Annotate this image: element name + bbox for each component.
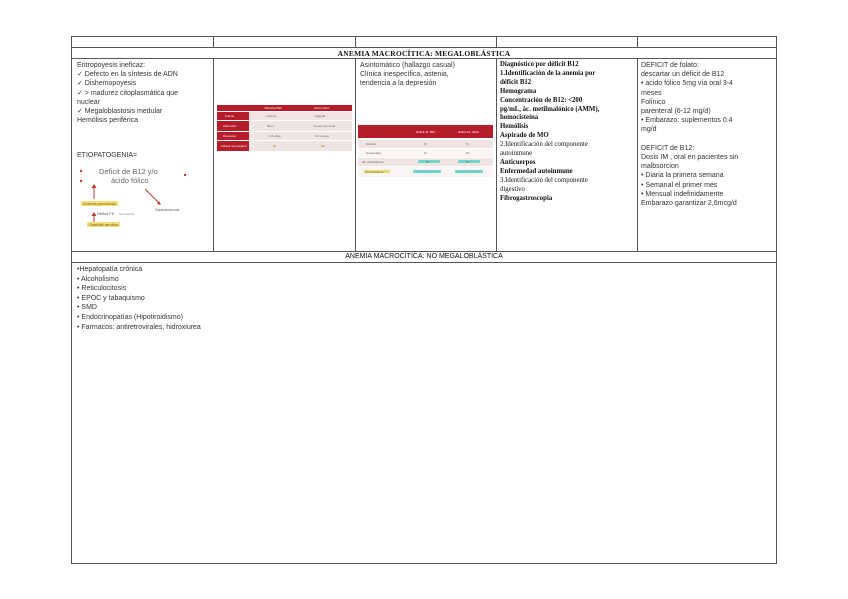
diagram-dot: [80, 180, 82, 182]
col5-line: • acido fólico 5mg vía oral 3-4: [641, 80, 733, 88]
table-cell: Yeyuno proximal: [313, 124, 336, 128]
col5-line: mg/d: [641, 126, 657, 134]
list-item: • SMD: [77, 304, 97, 312]
col4-line: Anticuerpos: [500, 158, 536, 166]
table-cell: Vegetal: [315, 114, 326, 118]
table-row-label: Clínica neurológica: [221, 144, 247, 148]
col3-text: [360, 61, 494, 89]
table-cell: No: [466, 151, 470, 155]
list-item: •Hepatopatía crónica: [77, 266, 143, 273]
diagram-dot: [184, 174, 186, 176]
clinica-table: [358, 125, 493, 183]
b12-folato-table: [217, 105, 352, 155]
col4-line: Diagnóstico por déficit B12: [500, 61, 579, 68]
table-header: Déficit ác. fólico: [458, 130, 480, 134]
table-row-label: Fuente: [225, 114, 235, 118]
table-row-label: Alt. psiquiátricas: [362, 160, 384, 164]
col4-line: déficit B12: [500, 78, 532, 86]
table-pill: [458, 160, 480, 163]
table-header: Ácido fólico: [314, 106, 330, 110]
col1-line: nuclear: [77, 98, 100, 106]
col4-line: autoinmune: [500, 150, 533, 158]
list-item: • EPOC y tabaquismo: [77, 294, 145, 302]
table-row-label: Absorción: [223, 124, 237, 128]
table-cell: Íleon: [267, 124, 274, 128]
rule-megaloblastica-bottom: [72, 251, 776, 252]
diagram-arrowhead: [92, 212, 97, 216]
table-cell: Sí: [466, 160, 469, 164]
col4-line: Fibrogastroscopia: [500, 194, 553, 202]
table-cell: Sí: [426, 160, 429, 164]
col4-line: digestivo: [500, 185, 525, 193]
diagram-anemia-perniciosa: Anemia perniciosa: [83, 201, 116, 206]
rule-col-1-top: [213, 37, 214, 47]
diagram-dot: [80, 170, 82, 172]
table-row-label: Homocisteína: [365, 170, 384, 174]
table-cell: ↑: [468, 170, 470, 174]
table-row-label: Glositis: [366, 142, 376, 146]
col4-line: Hemograma: [500, 87, 537, 95]
rule-col-3: [496, 58, 497, 251]
col5-line: • Semanal el primer mes: [641, 181, 718, 189]
rule-col-2: [355, 58, 356, 251]
rule-col-4: [637, 58, 638, 251]
col5-line: DEFICIT de folato:: [641, 62, 699, 69]
diagram-deficit-line1: Deficit de B12 y/o: [99, 167, 158, 176]
diagram-arrows: [77, 161, 209, 231]
col1-line: ✓ Defecto en la síntesis de ADN: [77, 71, 178, 79]
document-page: [71, 36, 777, 564]
list-item: • Endocrinopatías (Hipotiroidismo): [77, 313, 183, 321]
col1-line: ✓ Megaloblastosis medular: [77, 108, 163, 116]
col5-line: Dosis IM , oral en pacientes sin: [641, 154, 739, 162]
etiopatogenia-heading: ETIOPATOGENIA=: [77, 152, 138, 159]
table-row: [358, 158, 493, 166]
table-row: [358, 140, 493, 148]
col4-line: homocisteína: [500, 114, 539, 122]
table-pill: [418, 160, 440, 163]
table-cell: Sí: [424, 151, 427, 155]
rule-title-bottom: [72, 58, 776, 59]
col4-line: Hemólisis: [500, 123, 529, 131]
table-row: [358, 167, 493, 177]
list-item: • Reticulocitosis: [77, 285, 127, 293]
col4-line: Aspirado de MO: [500, 132, 549, 140]
col5-line: descartar un déficit de B12: [641, 71, 725, 79]
col4-diagnostico: [500, 61, 636, 204]
diagram-gastritis: Gastritis atrófica: [89, 222, 118, 227]
col4-line: 2.Identificación del componente: [500, 141, 588, 149]
table-header: Vitamina B12: [264, 106, 282, 110]
table-row-label: Neuropatía: [366, 151, 381, 155]
table-row: [358, 149, 493, 157]
rule-header-bottom: [72, 47, 776, 48]
col1-line: Eritropoyesis ineficaz:: [77, 62, 146, 69]
table-cell: Sí: [424, 142, 427, 146]
etiopatogenia-diagram: [77, 161, 209, 231]
col5-tratamiento: [641, 61, 775, 208]
rule-col-1: [213, 58, 214, 251]
table-cell: Sí: [273, 144, 276, 148]
col4-line: Enfermedad autoinmune: [500, 167, 573, 175]
col5-line: • Embarazo: suplementos 0.4: [641, 117, 733, 125]
col5-line: Embarazo garantizar 2,6mcg/d: [641, 200, 737, 208]
diagram-deficit-fe-extra: ferropénica: [119, 212, 135, 216]
col1-line: ✓ Dishemopoyesis: [77, 80, 137, 88]
rule-no-megaloblastica-title-bottom: [72, 262, 776, 263]
diagram-arrow-down: [145, 189, 159, 203]
col5-line: Folínico: [641, 98, 666, 106]
col5-line: • Diaria la primera semana: [641, 172, 724, 180]
col5-line: • Mensual indefinidamente: [641, 190, 724, 198]
diagram-arrowhead: [92, 184, 97, 188]
table-cell: ↑: [426, 170, 428, 174]
list-item: • Farmacos: antiretrovirales, hidroxiurea: [77, 323, 201, 331]
diagram-deficit-fe: Deficit FE: [97, 211, 115, 216]
no-megaloblastica-list: [77, 265, 477, 332]
table-header: Déficit vit. B12: [416, 130, 436, 134]
col4-line: 1.Identificación de la anemia por: [500, 69, 596, 77]
list-item: • Alcoholismo: [77, 275, 119, 283]
col4-line: pg/mL, ác. metilmalónico (AMM),: [500, 105, 600, 113]
no-megaloblastica-title: ANEMIA MACROCÍTICA: NO MEGALOBLÁSTICA: [345, 253, 503, 260]
col5-line: DEFICIT de B12:: [641, 144, 695, 152]
col1-line: Hemólisis periférica: [77, 117, 139, 125]
rule-col-3-top: [496, 37, 497, 47]
table-cell: 3-5 años: [269, 134, 281, 138]
table-cell: Sí: [466, 142, 469, 146]
col5-line: meses: [641, 89, 662, 97]
table-cell: 3-4 meses: [315, 134, 330, 138]
table-row: [217, 121, 352, 131]
col5-line: malbsorcion: [641, 163, 679, 171]
col1-line: ✓ > madurez citoplasmática que: [77, 89, 178, 97]
col3-line: Asintomático (hallazgo casual): [360, 62, 455, 69]
megaloblastica-title: ANEMIA MACROCÍTICA: MEGALOBLÁSTICA: [337, 49, 511, 58]
table-row-label: Reservas: [223, 134, 236, 138]
table-header-row: [217, 105, 352, 111]
col5-spacer: [641, 135, 775, 144]
col4-line: Concentración de B12: <200: [500, 96, 583, 104]
table-row: [217, 132, 352, 140]
table-cell: No: [321, 144, 325, 148]
col5-line: parenteral (6-12 mg/d): [641, 108, 711, 116]
col3-line: Clínica inespecífica, astenia,: [360, 71, 449, 79]
col4-line: 3.Identificación del componente: [500, 176, 588, 184]
diagram-gastrectomia: Gastrectomía: [155, 207, 180, 212]
diagram-deficit-line2: ácido fólico: [111, 176, 149, 185]
col3-line: tendencia a la depresión: [360, 80, 437, 88]
table-header-row: [358, 125, 493, 138]
table-row: [217, 141, 352, 151]
col1-text: [77, 61, 211, 125]
table-cell: Animal: [267, 114, 277, 118]
rule-col-4-top: [637, 37, 638, 47]
table-row: [217, 112, 352, 120]
rule-col-2-top: [355, 37, 356, 47]
